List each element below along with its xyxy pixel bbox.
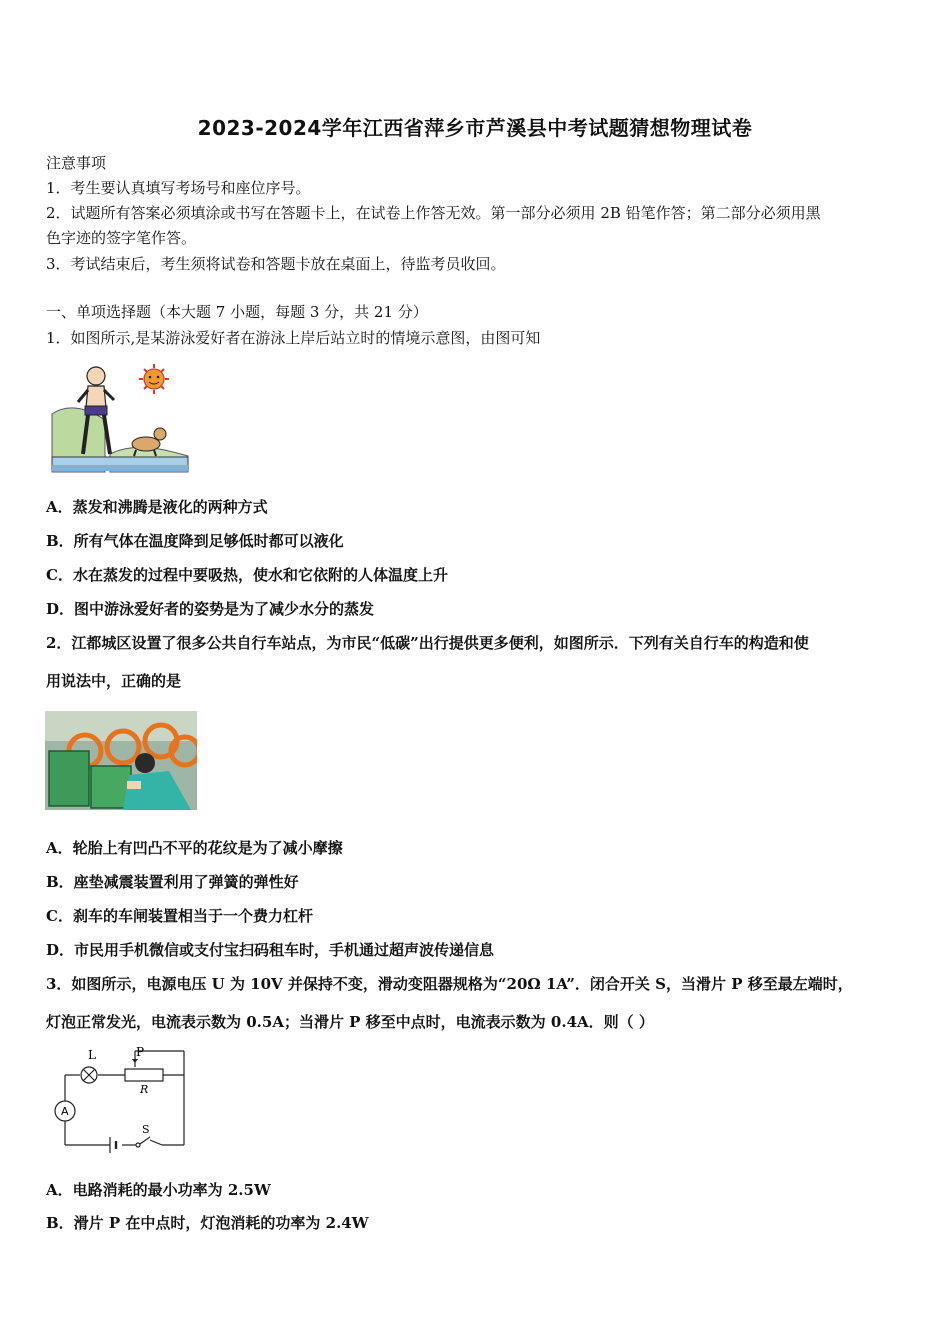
bicycle-station-illustration [45, 711, 197, 810]
switch-label: S [142, 1123, 150, 1136]
slider-label: P [136, 1045, 145, 1059]
option-2-b: B．座垫减震装置利用了弹簧的弹性好 [46, 873, 299, 891]
option-2-d: D．市民用手机微信或支付宝扫码租车时，手机通过超声波传递信息 [46, 941, 495, 959]
notice-item: 2．试题所有答案必须填涂或书写在答题卡上，在试卷上作答无效。第一部分必须用 2B 铅笔作答；第二部分必须用黑 [46, 204, 821, 222]
resistor-label: R [140, 1083, 149, 1096]
option-2-c: C．刹车的车闸装置相当于一个费力杠杆 [46, 907, 313, 925]
circuit-diagram [50, 1043, 195, 1155]
page-title: 2023-2024学年江西省萍乡市芦溪县中考试题猜想物理试卷 [197, 116, 753, 140]
question-3-stem: 3．如图所示，电源电压 U 为 10V 并保持不变，滑动变阻器规格为“20Ω 1A”．闭合开关 S，当滑片 P 移至最左端时， [46, 975, 853, 993]
swimmer-figure [50, 362, 190, 477]
question-2-stem: 2．江都城区设置了很多公共自行车站点，为市民“低碳”出行提供更多便利，如图所示．下列有关自行车的构造和使 [46, 634, 809, 652]
notice-item: 色字迹的签字笔作答。 [46, 229, 197, 247]
option-1-d: D．图中游泳爱好者的姿势是为了减少水分的蒸发 [46, 600, 375, 618]
section-heading: 一、单项选择题（本大题 7 小题，每题 3 分，共 21 分） [46, 303, 428, 321]
option-3-b: B．滑片 P 在中点时，灯泡消耗的功率为 2.4W [46, 1214, 369, 1232]
question-2-stem: 用说法中，正确的是 [46, 672, 182, 690]
question-1-stem: 1．如图所示,是某游泳爱好者在游泳上岸后站立时的情境示意图，由图可知 [46, 329, 541, 347]
option-1-b: B．所有气体在温度降到足够低时都可以液化 [46, 532, 344, 550]
option-1-a: A．蒸发和沸腾是液化的两种方式 [46, 498, 268, 516]
circuit-svg [50, 1043, 195, 1155]
ammeter-label: A [61, 1105, 69, 1118]
option-1-c: C．水在蒸发的过程中要吸热，使水和它依附的人体温度上升 [46, 566, 448, 584]
lamp-label: L [88, 1048, 96, 1062]
swimmer-illustration [50, 362, 190, 477]
notice-item: 3．考试结束后，考生须将试卷和答题卡放在桌面上，待监考员收回。 [46, 255, 506, 273]
notice-item: 1．考生要认真填写考场号和座位序号。 [46, 179, 311, 197]
bicycle-station-photo [45, 711, 197, 810]
notice-heading: 注意事项 [46, 154, 107, 172]
option-2-a: A．轮胎上有凹凸不平的花纹是为了减小摩擦 [46, 839, 343, 857]
question-3-stem: 灯泡正常发光，电流表示数为 0.5A；当滑片 P 移至中点时，电流表示数为 0.4A．则（ ） [46, 1013, 654, 1031]
option-3-a: A．电路消耗的最小功率为 2.5W [46, 1181, 271, 1199]
